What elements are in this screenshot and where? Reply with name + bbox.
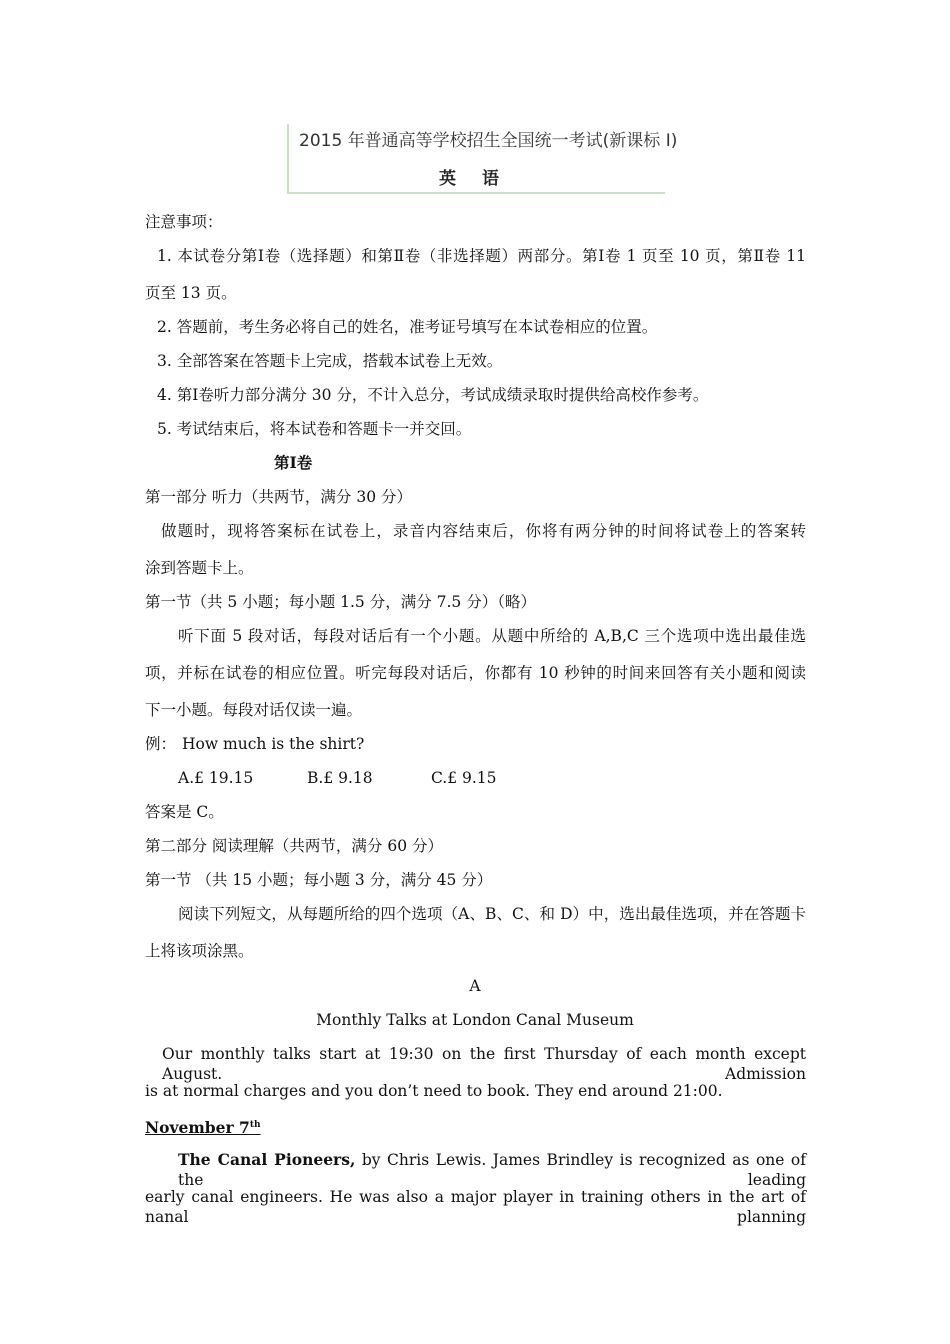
part1-intro-line2: 涂到答题卡上。: [145, 559, 254, 577]
talk-date-suffix: th: [249, 1120, 261, 1130]
notice-item-4: 4. 第Ⅰ卷听力部分满分 30 分，不计入总分，考试成绩录取时提供给高校作参考。: [157, 386, 709, 404]
part2-section1-heading: 第一节 （共 15 小题；每小题 3 分，满分 45 分）: [145, 871, 493, 889]
notice-item-5: 5. 考试结束后，将本试卷和答题卡一并交回。: [157, 420, 472, 438]
notice-item-2: 2. 答题前，考生务必将自己的姓名，准考证号填写在本试卷相应的位置。: [157, 318, 658, 336]
example-option-c: C.£ 9.15: [431, 769, 497, 787]
talk-title: The Canal Pioneers,: [178, 1150, 356, 1169]
part2-section1-intro-line2: 上将该项涂黑。: [145, 942, 254, 960]
talk-date: [145, 1115, 261, 1138]
talk-date-main: November 7: [145, 1118, 250, 1138]
passage-title: Monthly Talks at London Canal Museum: [316, 1011, 634, 1029]
notice-heading: 注意事项：: [145, 213, 223, 231]
notice-item-1: 1. 本试卷分第Ⅰ卷（选择题）和第Ⅱ卷（非选择题）两部分。第Ⅰ卷 1 页至 10 页，第Ⅱ卷 11: [157, 247, 806, 265]
example-option-a: A.£ 19.15: [178, 769, 254, 787]
talk-line-1: [178, 1150, 806, 1190]
passage-intro-line1: Our monthly talks start at 19:30 on the first Thursday of each month except August. Admission: [162, 1045, 806, 1083]
part1-section1-intro-line2: 项，并标在试卷的相应位置。听完每段对话后，你都有 10 秒钟的时间来回答有关小题和阅读: [145, 664, 806, 682]
part1-heading: 第一部分 听力（共两节，满分 30 分）: [145, 488, 413, 506]
talk-line-2: early canal engineers. He was also a major player in training others in the art of nanal planning: [145, 1188, 806, 1226]
exam-subject: 英语: [439, 169, 525, 189]
example-label: 例：: [145, 735, 177, 753]
part1-section1-intro-line1: 听下面 5 段对话，每段对话后有一个小题。从题中所给的 A,B,C 三个选项中选出最佳选: [178, 627, 806, 645]
passage-letter: A: [469, 977, 481, 995]
example-question: How much is the shirt?: [182, 735, 365, 753]
part1-section1-intro-line3: 下一小题。每段对话仅读一遍。: [145, 701, 363, 719]
exam-title: 2015 年普通高等学校招生全国统一考试(新课标 I): [299, 131, 678, 151]
passage-intro-line2: is at normal charges and you don’t need to book. They end around 21:00.: [145, 1082, 723, 1100]
part2-section1-intro-line1: 阅读下列短文，从每题所给的四个选项（A、B、C、和 D）中，选出最佳选项，并在答题卡: [178, 905, 806, 923]
part1-section1-heading: 第一节（共 5 小题；每小题 1.5 分，满分 7.5 分）（略）: [145, 593, 536, 611]
talk-line-1-rest: by Chris Lewis. James Brindley is recognized as one of the leading: [178, 1151, 806, 1189]
notice-item-1-cont: 页至 13 页。: [145, 284, 237, 302]
part1-intro-line1: 做题时，现将答案标在试卷上，录音内容结束后，你将有两分钟的时间将试卷上的答案转: [161, 522, 806, 540]
example-answer: 答案是 C。: [145, 803, 224, 821]
part2-heading: 第二部分 阅读理解（共两节，满分 60 分）: [145, 837, 444, 855]
exam-header: [287, 124, 678, 194]
notice-item-3: 3. 全部答案在答题卡上完成，搭载本试卷上无效。: [157, 352, 503, 370]
example-option-b: B.£ 9.18: [307, 769, 373, 787]
volume-title: 第Ⅰ卷: [274, 453, 313, 472]
